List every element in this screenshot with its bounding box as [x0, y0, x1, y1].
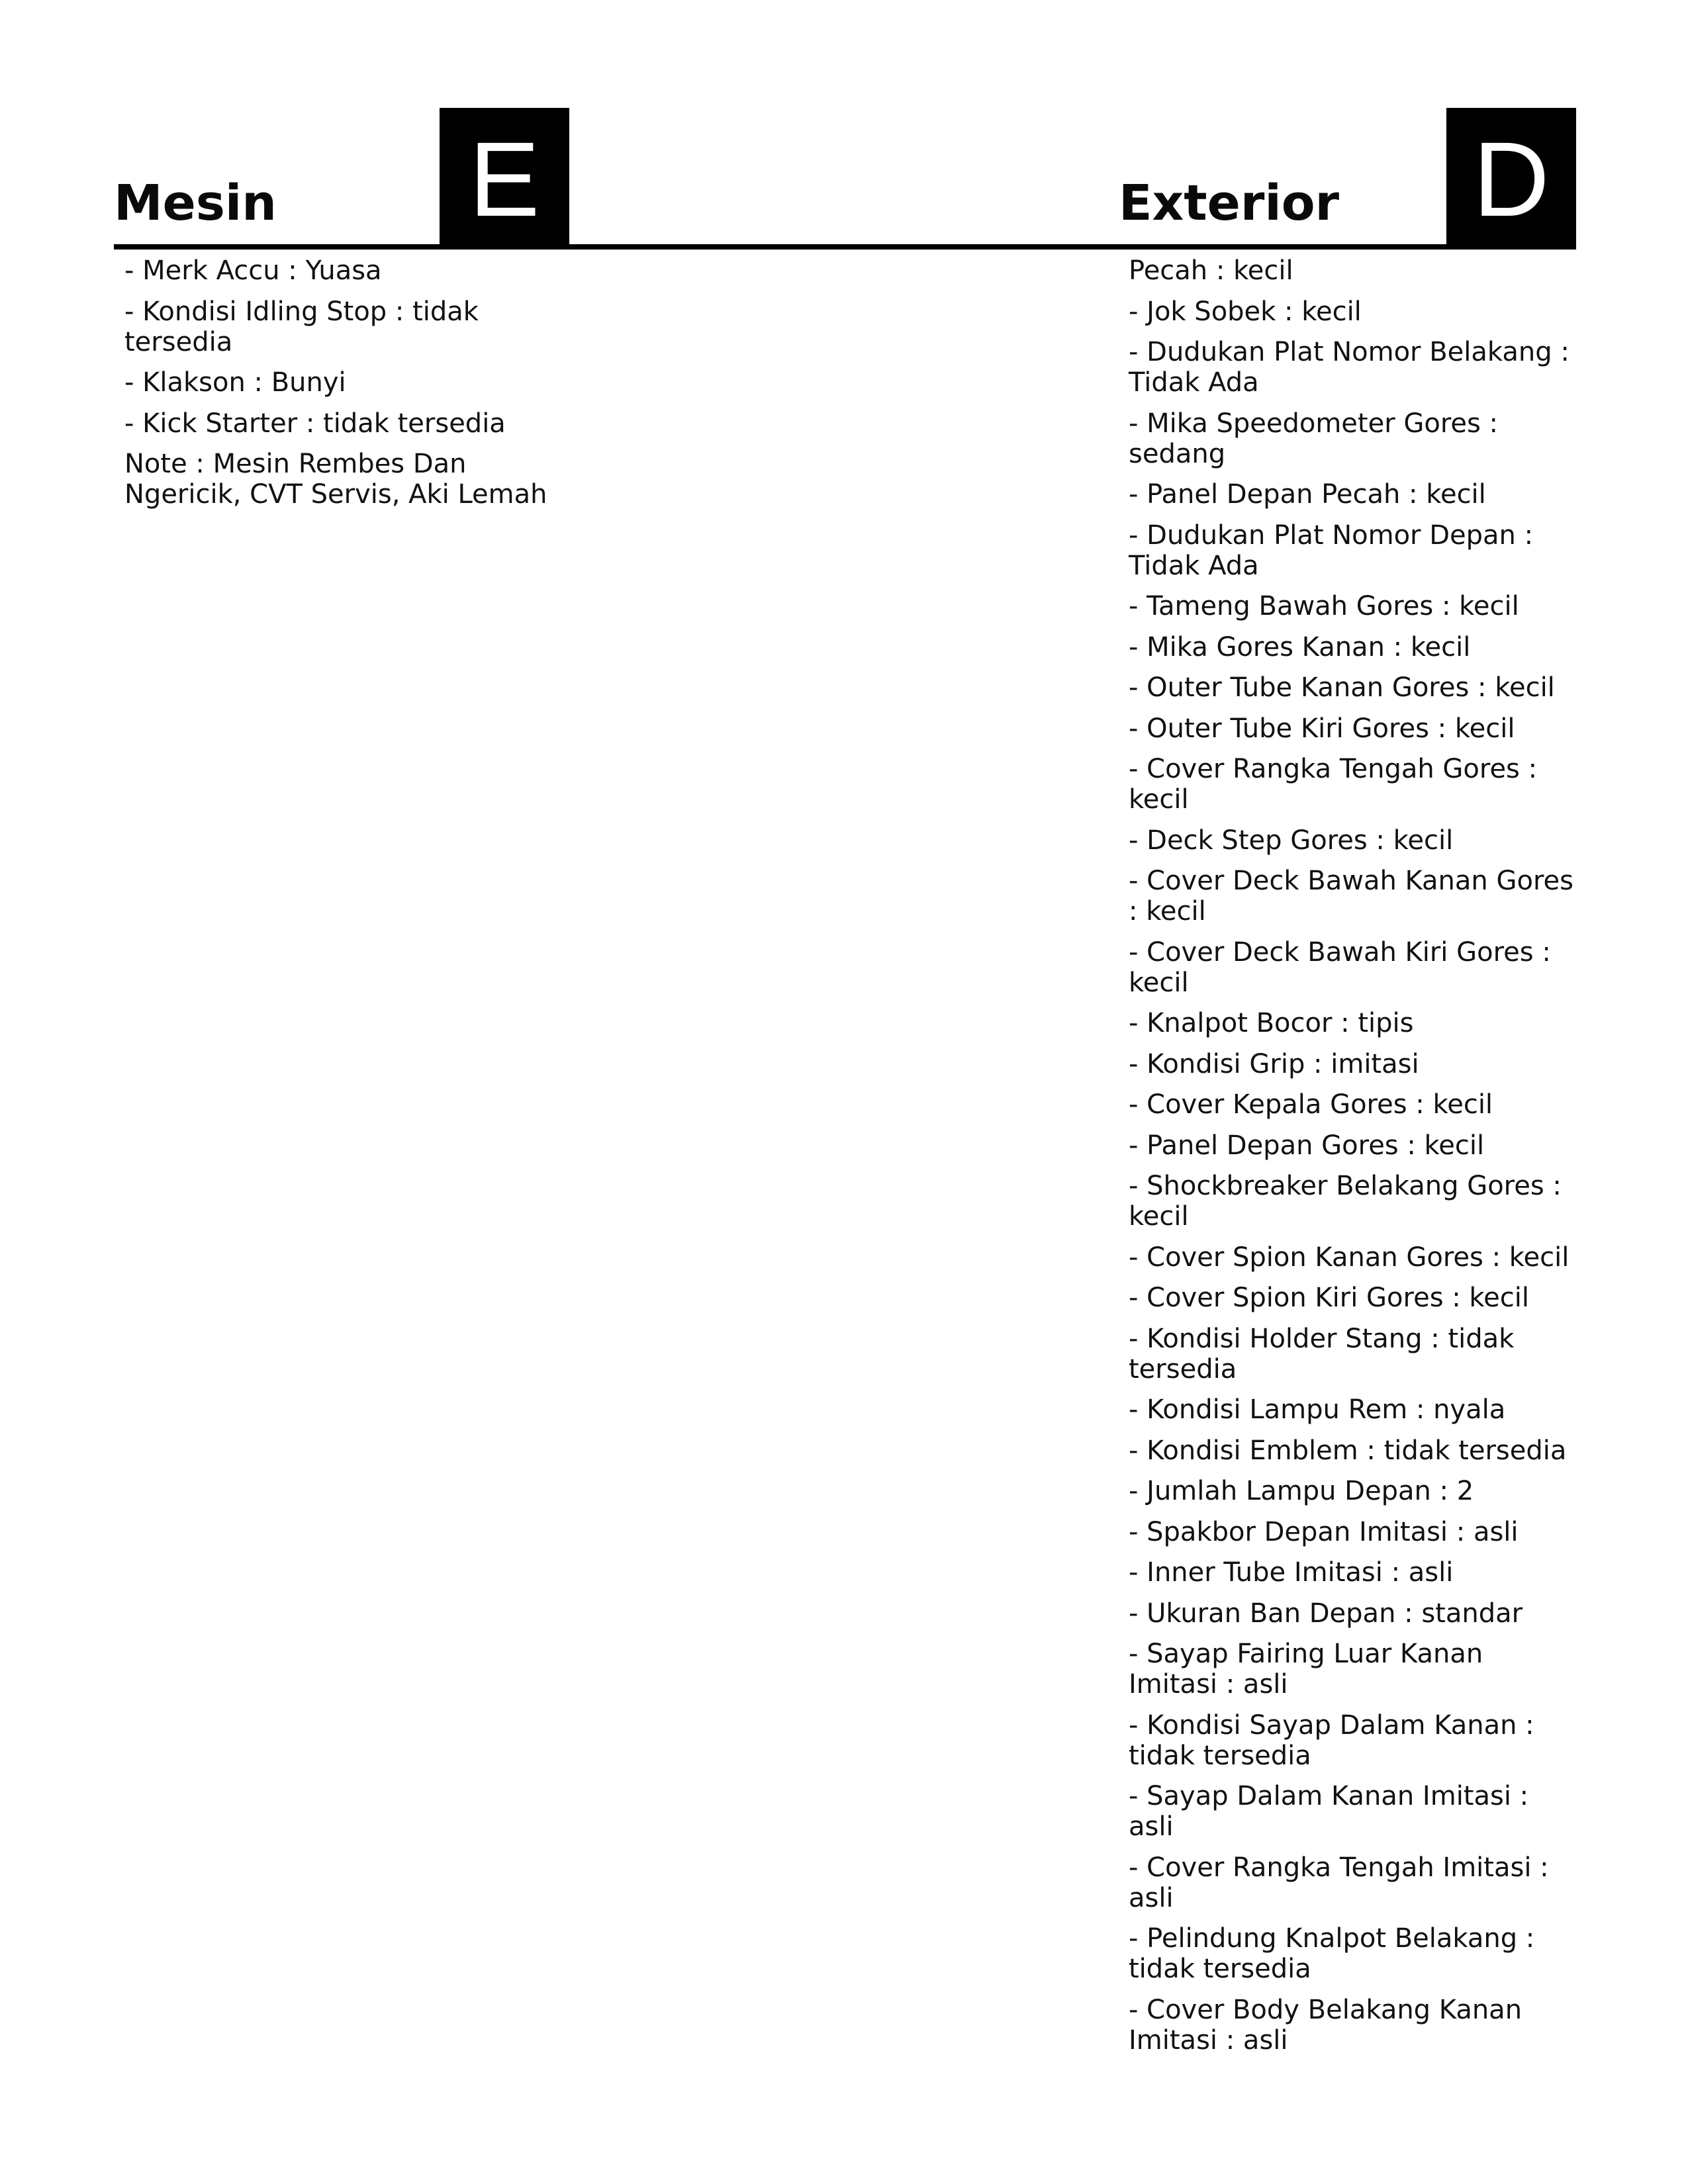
- exterior-item: - Ukuran Ban Depan : standar: [1129, 1598, 1523, 1629]
- exterior-item: - Jok Sobek : kecil: [1129, 296, 1362, 327]
- exterior-item: - Pelindung Knalpot Belakang : tidak tersedia: [1129, 1923, 1535, 1984]
- exterior-item: - Outer Tube Kanan Gores : kecil: [1129, 672, 1555, 703]
- exterior-item: - Outer Tube Kiri Gores : kecil: [1129, 713, 1515, 744]
- exterior-item: - Spakbor Depan Imitasi : asli: [1129, 1516, 1519, 1547]
- mesin-item: - Merk Accu : Yuasa: [124, 255, 382, 286]
- exterior-item: - Kondisi Sayap Dalam Kanan : tidak tersedia: [1129, 1709, 1534, 1771]
- exterior-grade-badge: D: [1446, 108, 1576, 246]
- exterior-item: - Tameng Bawah Gores : kecil: [1129, 591, 1519, 621]
- exterior-item: - Knalpot Bocor : tipis: [1129, 1008, 1414, 1038]
- exterior-item: - Sayap Dalam Kanan Imitasi : asli: [1129, 1781, 1529, 1842]
- exterior-item: - Cover Spion Kanan Gores : kecil: [1129, 1242, 1570, 1273]
- mesin-item-list: [124, 255, 588, 520]
- exterior-item: - Mika Speedometer Gores : sedang: [1129, 408, 1499, 469]
- exterior-item: - Inner Tube Imitasi : asli: [1129, 1557, 1454, 1588]
- exterior-item: - Cover Deck Bawah Kanan Gores : kecil: [1129, 866, 1573, 927]
- exterior-item: - Jumlah Lampu Depan : 2: [1129, 1476, 1474, 1506]
- exterior-item: - Cover Rangka Tengah Gores : kecil: [1129, 754, 1538, 815]
- exterior-item: - Kondisi Grip : imitasi: [1129, 1048, 1419, 1079]
- exterior-item: - Cover Kepala Gores : kecil: [1129, 1089, 1493, 1120]
- exterior-item: - Sayap Fairing Luar Kanan Imitasi : asli: [1129, 1639, 1483, 1700]
- exterior-item: - Cover Body Belakang Kanan Imitasi : asli: [1129, 1994, 1523, 2056]
- exterior-item: - Dudukan Plat Nomor Depan : Tidak Ada: [1129, 520, 1534, 581]
- mesin-item: - Klakson : Bunyi: [124, 367, 346, 398]
- header-divider: [114, 244, 1576, 250]
- exterior-item: - Shockbreaker Belakang Gores : kecil: [1129, 1171, 1562, 1232]
- exterior-item: - Deck Step Gores : kecil: [1129, 825, 1454, 856]
- exterior-item: - Panel Depan Gores : kecil: [1129, 1130, 1485, 1161]
- exterior-item: - Cover Rangka Tengah Imitasi : asli: [1129, 1852, 1549, 1913]
- exterior-item: - Kondisi Lampu Rem : nyala: [1129, 1394, 1506, 1425]
- exterior-item: Pecah : kecil: [1129, 255, 1293, 286]
- mesin-grade-badge: E: [440, 108, 569, 246]
- exterior-item: - Dudukan Plat Nomor Belakang : Tidak Ada: [1129, 337, 1570, 398]
- exterior-item-list: [1129, 255, 1576, 2066]
- exterior-item: - Kondisi Holder Stang : tidak tersedia: [1129, 1323, 1515, 1385]
- mesin-item: - Kondisi Idling Stop : tidak tersedia: [124, 296, 479, 357]
- mesin-item: - Kick Starter : tidak tersedia: [124, 408, 506, 439]
- exterior-item: - Panel Depan Pecah : kecil: [1129, 479, 1486, 510]
- exterior-item: - Cover Spion Kiri Gores : kecil: [1129, 1283, 1529, 1313]
- mesin-item: Note : Mesin Rembes Dan Ngericik, CVT Servis, Aki Lemah: [124, 449, 547, 510]
- exterior-item: - Kondisi Emblem : tidak tersedia: [1129, 1435, 1567, 1466]
- mesin-section-title: Mesin: [114, 175, 277, 232]
- exterior-section-title: Exterior: [1119, 175, 1340, 232]
- exterior-item: - Mika Gores Kanan : kecil: [1129, 631, 1471, 662]
- exterior-item: - Cover Deck Bawah Kiri Gores : kecil: [1129, 936, 1551, 998]
